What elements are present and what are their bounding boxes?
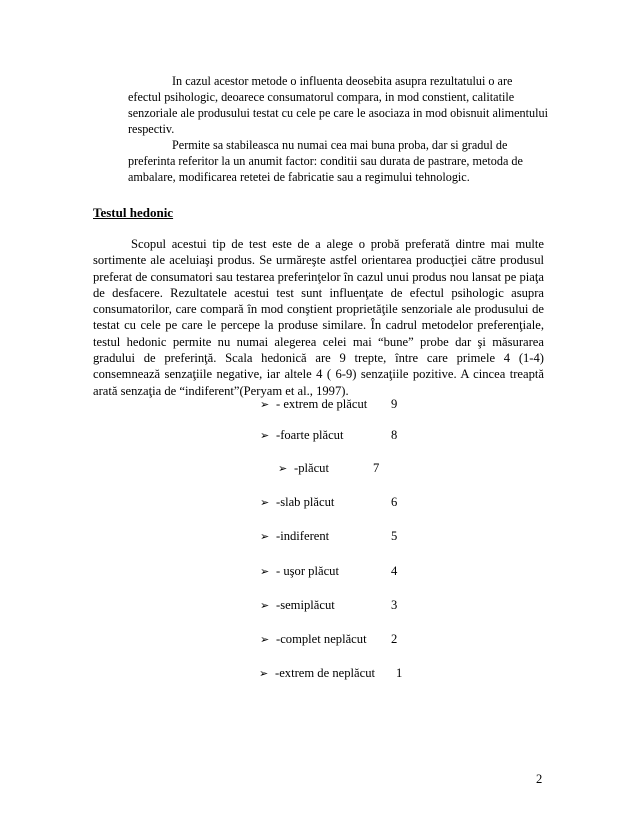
scale-item	[260, 597, 398, 614]
page-number: 2	[536, 772, 543, 786]
scale-item-label: - extrem de plăcut	[276, 397, 368, 411]
section-paragraph-text: Scopul acestui tip de test este de a alege o probă preferată dintre mai multe sortimente ale aceluiaşi produs. Se urmăreşte astfel orientarea producţiei către produsul preferat de consumatori sau testarea preferinţelor în cazul unui produs nou lansat pe piaţa de desfacere. Rezultatele acestui test sunt influenţate de efectul psihologic asupra consumatorilor, care compară în mod conştient proprietăţile senzoriale ale produsului de testat cu cele pe care le percepe la produse similare. În cadrul metodelor preferenţiale, testul hedonic permite nu numai alegerea celei mai “bune” probe dar şi măsurarea gradului de preferinţă. Scala hedonică are 9 trepte, între care primele 4 (1-4) consemnează senzaţiile negative, iar altele 4 ( 6-9) senzaţiile pozitive. A cincea treaptă arată senzaţia de “indiferent”(Peryam et al., 1997).	[93, 237, 544, 398]
section-heading: Testul hedonic	[93, 205, 174, 220]
arrow-bullet-icon: ➢	[260, 398, 270, 411]
arrow-bullet-icon: ➢	[260, 565, 270, 578]
scale-item	[259, 665, 403, 682]
arrow-bullet-icon: ➢	[260, 599, 270, 612]
scale-item-value: 5	[391, 529, 398, 543]
scale-item-value: 6	[391, 495, 398, 509]
scale-item-label: -extrem de neplăcut	[275, 666, 375, 680]
scale-item	[278, 460, 380, 477]
arrow-bullet-icon: ➢	[260, 496, 270, 509]
intro-paragraph-1-text: In cazul acestor metode o influenta deosebita asupra rezultatului o are efectul psihologic, deoarece consumatorul compara, in mod constient, calitatile senzoriale ale produsului testat cu cele pe care le asociaza in mod obisnuit alimentului respectiv.	[128, 74, 548, 136]
scale-item	[260, 427, 398, 444]
scale-item	[260, 396, 398, 413]
scale-item-value: 1	[396, 666, 403, 680]
scale-item-value: 7	[373, 461, 380, 475]
scale-item-label: -plăcut	[294, 461, 329, 475]
scale-item	[260, 563, 398, 580]
scale-item-value: 4	[391, 564, 398, 578]
scale-item-label: -complet neplăcut	[276, 632, 367, 646]
scale-item-value: 8	[391, 428, 398, 442]
scale-item-label: -semiplăcut	[276, 598, 335, 612]
scale-item-label: - uşor plăcut	[276, 564, 339, 578]
scale-item-label: -foarte plăcut	[276, 428, 344, 442]
scale-item-value: 3	[391, 598, 398, 612]
arrow-bullet-icon: ➢	[278, 462, 288, 475]
scale-item-label: -slab plăcut	[276, 495, 335, 509]
scale-item	[260, 528, 398, 545]
scale-item-value: 9	[391, 397, 398, 411]
scale-item-label: -indiferent	[276, 529, 330, 543]
arrow-bullet-icon: ➢	[260, 429, 270, 442]
scale-item	[260, 631, 398, 648]
scale-item	[260, 494, 398, 511]
arrow-bullet-icon: ➢	[259, 667, 269, 680]
scale-item-value: 2	[391, 632, 398, 646]
intro-paragraph-2-text: Permite sa stabileasca nu numai cea mai buna proba, dar si gradul de preferinta referitor la un anumit factor: conditii sau durata de pastrare, metoda de ambalare, modificarea retetei de fabricatie sau a regimului tehnologic.	[128, 138, 523, 184]
arrow-bullet-icon: ➢	[260, 633, 270, 646]
arrow-bullet-icon: ➢	[260, 530, 270, 543]
